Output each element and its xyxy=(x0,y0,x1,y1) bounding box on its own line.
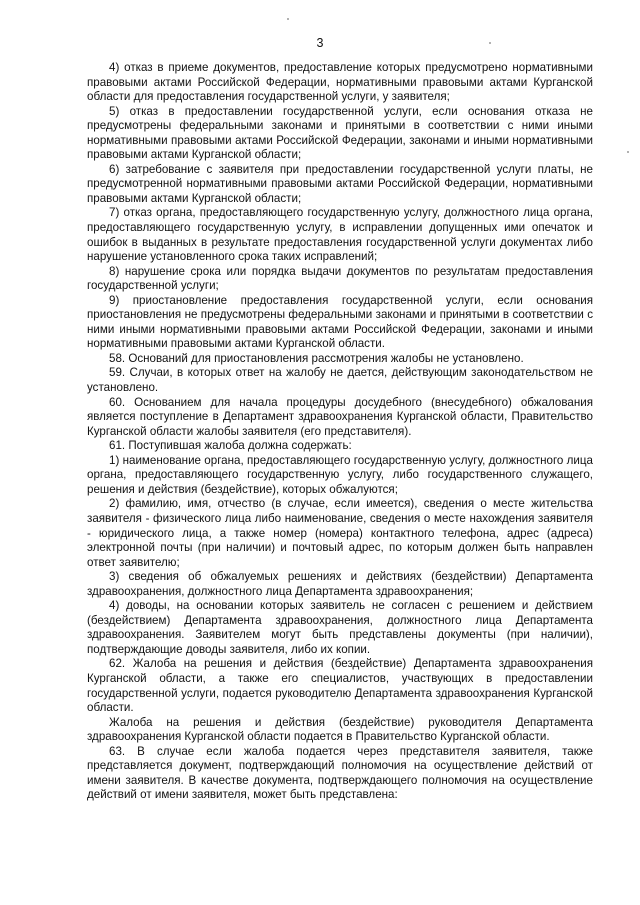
paragraph-item-6: 6) затребование с заявителя при предоставлении государственной услуги платы, не предусмотренной нормативными правовыми актами Российской Федерации, нормативными правовыми актами Курганской области; xyxy=(87,162,593,205)
paragraph-62: 62. Жалоба на решения и действия (бездействие) Департамента здравоохранения Курганской области, а также его специалистов, участвующих в предоставлении государственной услуги, подается руководителю Департамента здравоохранения Курганской области. xyxy=(87,657,593,715)
scan-speck xyxy=(489,42,491,44)
paragraph-59: 59. Случаи, в которых ответ на жалобу не дается, действующим законодательством не установлено. xyxy=(87,366,593,395)
paragraph-61-item-1: 1) наименование органа, предоставляющего государственную услугу, должностного лица органа, предоставляющего государственную услугу, либо государственного служащего, решения и действия (бездействие), которых обжалуются; xyxy=(87,453,593,496)
scan-speck xyxy=(287,18,289,20)
paragraph-61-item-4: 4) доводы, на основании которых заявитель не согласен с решением и действием (бездействием) Департамента здравоохранения, должностного лица Департамента здравоохранения. Заявителем могут быть представлены документы (при наличии), подтверждающие доводы заявителя, либо их копии. xyxy=(87,599,593,656)
page-number: 3 xyxy=(316,36,324,50)
paragraph-61-item-2: 2) фамилию, имя, отчество (в случае, если имеется), сведения о месте жительства заявителя - физического лица либо наименование, сведения о месте нахождения заявителя - юридического лица, а также номер (номера) контактного телефона, адрес (адреса) электронной почты (при наличии) и почтовый адрес, по которым должен быть направлен ответ заявителю; xyxy=(87,497,593,569)
paragraph-63: 63. В случае если жалоба подается через представителя заявителя, также представляется документ, подтверждающий полномочия на осуществление действий от имени заявителя. В качестве документа, подтверждающего полномочия на осуществление действий от имени заявителя, может быть представлена: xyxy=(87,744,593,802)
paragraph-61-item-3: 3) сведения об обжалуемых решениях и действиях (бездействии) Департамента здравоохранения, должностного лица Департамента здравоохранения; xyxy=(87,570,593,598)
paragraph-61: 61. Поступившая жалоба должна содержать: xyxy=(109,439,352,453)
scan-speck xyxy=(627,151,629,153)
paragraph-62-continuation: Жалоба на решения и действия (бездействие) руководителя Департамента здравоохранения Курганской области подается в Правительство Курганской области. xyxy=(87,715,593,744)
paragraph-item-7: 7) отказ органа, предоставляющего государственную услугу, должностного лица органа, предоставляющего государственную услугу, в исправлении допущенных ими опечаток и ошибок в выданных в результате предоставления государственной услуги документах либо нарушение установленного срока таких исправлений; xyxy=(87,206,593,264)
paragraph-item-4: 4) отказ в приеме документов, предоставление которых предусмотрено нормативными правовыми актами Российской Федерации, нормативными правовыми актами Курганской области для предоставления государственной услуги, у заявителя; xyxy=(87,61,593,104)
document-body xyxy=(87,61,593,803)
paragraph-item-9: 9) приостановление предоставления государственной услуги, если основания приостановления не предусмотрены федеральными законами и принятыми в соответствии с ними иными нормативными правовыми актами Российской Федерации, законами и иными нормативными правовыми актами Курганской области. xyxy=(87,293,593,351)
paragraph-58: 58. Оснований для приостановления рассмотрения жалобы не установлено. xyxy=(109,351,524,365)
paragraph-item-8: 8) нарушение срока или порядка выдачи документов по результатам предоставления государственной услуги; xyxy=(87,264,593,293)
paragraph-item-5: 5) отказ в предоставлении государственной услуги, если основания отказа не предусмотрены федеральными законами и принятыми в соответствии с ними иными нормативными правовыми актами Российской Федерации, законами и иными нормативными правовыми актами Курганской области; xyxy=(87,104,593,162)
paragraph-60: 60. Основанием для начала процедуры досудебного (внесудебного) обжалования является поступление в Департамент здравоохранения Курганской области, Правительство Курганской области жалобы заявителя (его представителя). xyxy=(87,395,593,438)
